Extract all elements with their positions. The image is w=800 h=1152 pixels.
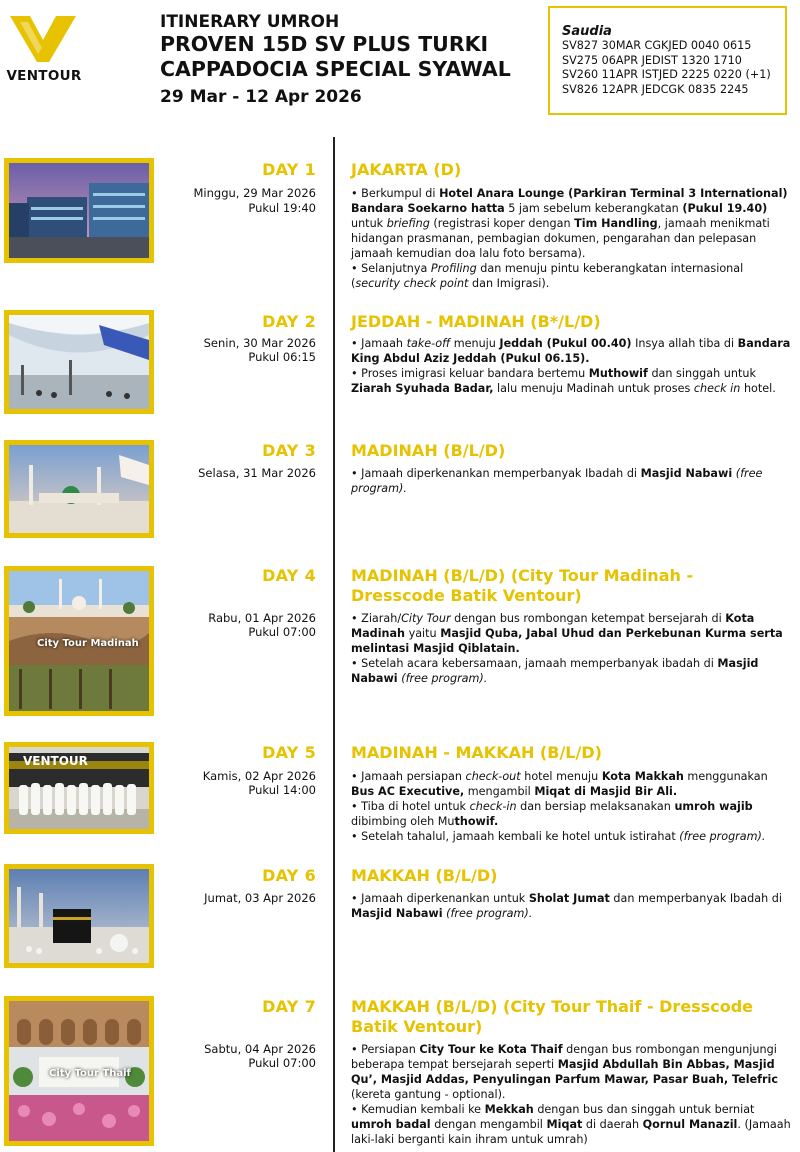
day-date: Sabtu, 04 Apr 2026: [204, 1042, 316, 1056]
day-title: JEDDAH - MADINAH (B*/L/D): [351, 312, 601, 331]
day-time: Pukul 07:00: [248, 1056, 316, 1070]
photo-caption: City Tour Madinah: [37, 638, 139, 649]
description-paragraph: • Jamaah diperkenankan untuk Sholat Jumat dan memperbanyak Ibadah di Masjid Nabawi (free program).: [351, 892, 782, 920]
flight-line: SV827 30MAR CGKJED 0040 0615: [562, 39, 752, 52]
city-tour-thaif-photo: [4, 996, 154, 1146]
flight-info-box: [548, 6, 787, 115]
description-paragraph: • Berkumpul di Hotel Anara Lounge (Parkiran Terminal 3 International) Bandara Soekarno hatta 5 jam sebelum keberangkatan (Pukul 19.40) untuk briefing (registrasi koper dengan Tim Handling, jamaah menikmati hidangan prasmanan, pembagian dokumen, pengarahan dan pelepasan jamaah kemudian doa lalu foto bersama).: [351, 187, 788, 260]
day-title: MAKKAH (B/L/D): [351, 866, 498, 885]
day-description: [351, 336, 791, 396]
date-range: 29 Mar - 12 Apr 2026: [160, 87, 362, 107]
photo-caption: City Tour Thaif: [49, 1068, 131, 1079]
day-description: [351, 611, 791, 686]
day-date: Rabu, 01 Apr 2026: [208, 611, 316, 625]
photo-caption: VENTOUR: [23, 754, 88, 768]
kaaba-photo: [4, 864, 154, 968]
flight-line: SV826 12APR JEDCGK 0835 2245: [562, 82, 749, 96]
description-paragraph: • Kemudian kembali ke Mekkah dengan bus dan singgah untuk berniat umroh badal dengan mengambil Miqat di daerah Qornul Manazil. (Jamaah laki-laki berganti kain ihram untuk umrah): [351, 1103, 791, 1146]
day-time: Pukul 07:00: [248, 625, 316, 639]
day-date: Minggu, 29 Mar 2026: [193, 186, 316, 200]
day-description: [351, 769, 791, 844]
description-paragraph: • Selanjutnya Profiling dan menuju pintu keberangkatan internasional (security check point dan Imigrasi).: [351, 262, 744, 290]
description-paragraph: • Jamaah diperkenankan memperbanyak Ibadah di Masjid Nabawi (free program).: [351, 467, 763, 495]
description-paragraph: • Persiapan City Tour ke Kota Thaif dengan bus rombongan mengunjungi beberapa tempat bersejarah seperti Masjid Abdullah Bin Abbas, Masjid Qu’, Masjid Addas, Penyulingan Parfum Mawar, Pasar Buah, Telefric (kereta gantung - optional).: [351, 1043, 779, 1101]
flight-line: SV260 11APR ISTJED 2225 0220 (+1): [562, 68, 771, 81]
ventour-v-icon: [8, 14, 78, 66]
day-label: DAY 7: [262, 997, 316, 1016]
day-title: MAKKAH (B/L/D) (City Tour Thaif - Dresscode Batik Ventour): [351, 997, 753, 1036]
day-label: DAY 3: [262, 441, 316, 460]
masjid-nabawi-photo: [4, 440, 154, 538]
day-date: Kamis, 02 Apr 2026: [202, 769, 316, 783]
day-label: DAY 2: [262, 312, 316, 331]
description-paragraph: • Jamaah take-off menuju Jeddah (Pukul 00.40) Insya allah tiba di Bandara King Abdul Aziz Jeddah (Pukul 06.15).: [351, 337, 791, 365]
description-paragraph: • Setelah acara kebersamaan, jamaah memperbanyak ibadah di Masjid Nabawi (free program).: [351, 657, 759, 685]
day-label: DAY 6: [262, 866, 316, 885]
description-paragraph: • Setelah tahalul, jamaah kembali ke hotel untuk istirahat (free program).: [351, 830, 766, 843]
itinerary-header: [160, 12, 511, 109]
description-paragraph: • Proses imigrasi keluar bandara bertemu Muthowif dan singgah untuk Ziarah Syuhada Badar, lalu menuju Madinah untuk proses check in hotel.: [351, 367, 776, 395]
day-description: [351, 466, 791, 496]
day-label: DAY 1: [262, 160, 316, 179]
day-title: MADINAH (B/L/D): [351, 441, 506, 460]
day-time: Pukul 14:00: [248, 783, 316, 797]
description-paragraph: • Ziarah/City Tour dengan bus rombongan ketempat bersejarah di Kota Madinah yaitu Masjid Quba, Jabal Uhud dan Perkebunan Kurma serta melintasi Masjid Qiblatain.: [351, 612, 783, 655]
day-date: Senin, 30 Mar 2026: [203, 336, 316, 350]
airport-hotel-photo: [4, 158, 154, 263]
description-paragraph: • Jamaah persiapan check-out hotel menuju Kota Makkah menggunakan Bus AC Executive, mengambil Miqat di Masjid Bir Ali.: [351, 770, 768, 798]
page-title-line1: PROVEN 15D SV PLUS TURKI: [160, 32, 489, 56]
day-title: MADINAH - MAKKAH (B/L/D): [351, 743, 602, 762]
brand-name: VENTOUR: [6, 68, 82, 84]
page-subtitle: ITINERARY UMROH: [160, 12, 340, 32]
day-description: [351, 186, 791, 291]
day-title: JAKARTA (D): [351, 160, 462, 179]
day-title: MADINAH (B/L/D) (City Tour Madinah - Dresscode Batik Ventour): [351, 566, 694, 605]
airline-name: Saudia: [562, 24, 612, 39]
day-time: Pukul 06:15: [248, 350, 316, 364]
ventour-logo: [4, 14, 82, 86]
description-paragraph: • Tiba di hotel untuk check-in dan bersiap melaksanakan umroh wajib dibimbing oleh Muthowif.: [351, 800, 753, 828]
day-date: Jumat, 03 Apr 2026: [204, 891, 316, 905]
day-description: [351, 1042, 791, 1147]
day-label: DAY 4: [262, 566, 316, 585]
day-time: Pukul 19:40: [248, 201, 316, 215]
day-description: [351, 891, 791, 921]
flight-line: SV275 06APR JEDIST 1320 1710: [562, 53, 742, 67]
day-date: Selasa, 31 Mar 2026: [198, 466, 316, 480]
page-title-line2: CAPPADOCIA SPECIAL SYAWAL: [160, 57, 511, 81]
ventour-bus-group-photo: [4, 742, 154, 834]
city-tour-madinah-photo: [4, 566, 154, 716]
timeline-divider: [333, 137, 335, 1152]
day-label: DAY 5: [262, 743, 316, 762]
jeddah-airport-photo: [4, 310, 154, 414]
